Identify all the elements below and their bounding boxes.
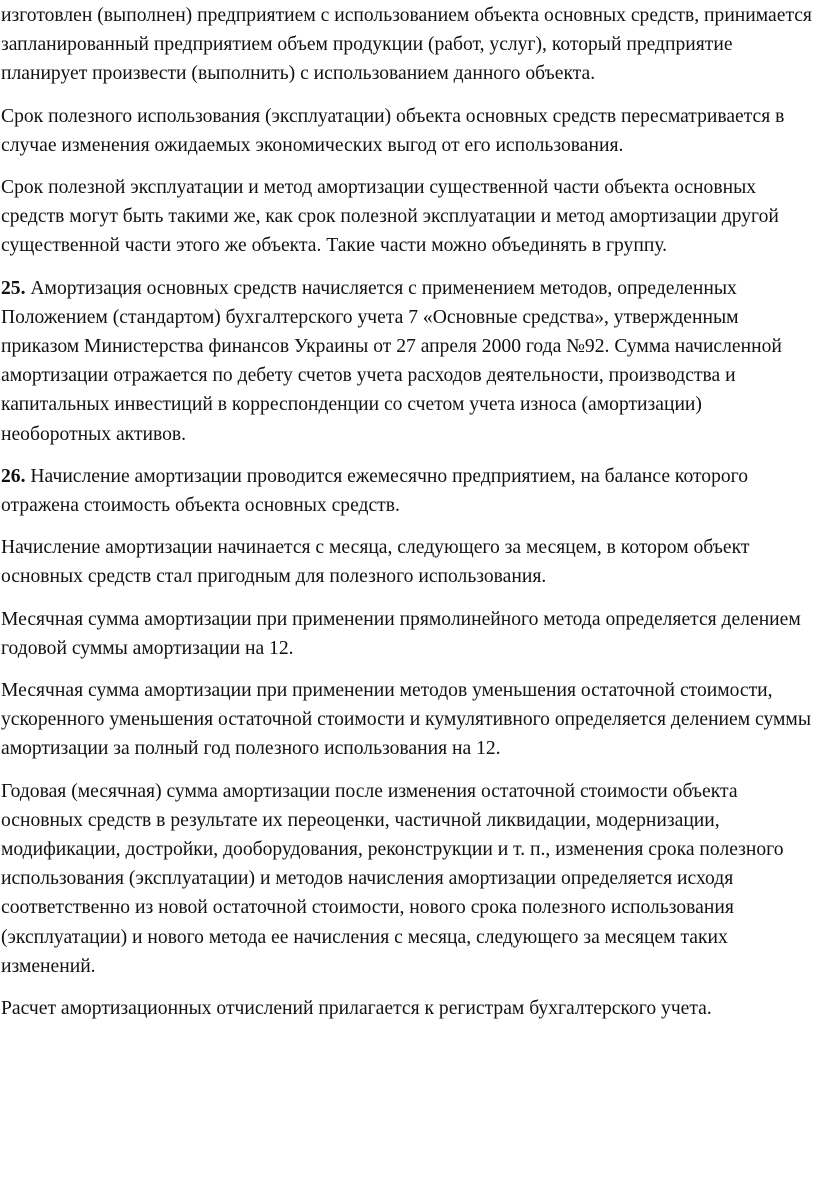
paragraph-useful-life-review [1,102,812,160]
paragraph-text: Срок полезной эксплуатации и метод амортизации существенной части объекта основных средств могут быть такими же, как срок полезной эксплуатации и метод амортизации другой существенной части этого же объекта. Такие части можно объединять в группу. [1,177,779,257]
paragraph-text: Месячная сумма амортизации при применении методов уменьшения остаточной стоимости, ускоренного уменьшения остаточной стоимости и кумулятивного определяется делением суммы амортизации за полный год полезного использования на 12. [1,680,811,760]
paragraph-text: изготовлен (выполнен) предприятием с использованием объекта основных средств, принимается запланированный предприятием объем продукции (работ, услуг), который предприятие планирует произвести (выполнить) с использованием данного объекта. [1,5,812,85]
paragraph-continuation [1,1,812,89]
item-number: 25. [1,277,26,299]
paragraph-text: Расчет амортизационных отчислений прилагается к регистрам бухгалтерского учета. [1,998,712,1020]
paragraph-text: Начисление амортизации начинается с месяца, следующего за месяцем, в котором объект основных средств стал пригодным для полезного использования. [1,537,750,588]
paragraph-item-26 [1,462,812,520]
paragraph-text: Амортизация основных средств начисляется с применением методов, определенных Положением (стандартом) бухгалтерского учета 7 «Основные средства», утвержденным приказом Министерства финансов Украины от 27 апреля 2000 года №92. Сумма начисленной амортизации отражается по дебету счетов учета расходов деятельности, производства и капитальных инвестиций в корреспонденции со счетом учета износа (амортизации) необоротных активов. [1,277,782,445]
paragraph-text: Начисление амортизации проводится ежемесячно предприятием, на балансе которого отражена стоимость объекта основных средств. [1,465,749,517]
paragraph-straight-line [1,605,812,663]
paragraph-text: Срок полезного использования (эксплуатации) объекта основных средств пересматривается в случае изменения ожидаемых экономических выгод от его использования. [1,105,785,156]
paragraph-reducing-balance [1,676,812,764]
paragraph-component-grouping [1,173,812,261]
paragraph-calculation-attached [1,994,812,1023]
paragraph-text: Годовая (месячная) сумма амортизации после изменения остаточной стоимости объекта основных средств в результате их переоценки, частичной ликвидации, модернизации, модификации, достройки, дооборудования, реконструкции и т. п., изменения срока полезного использования (эксплуатации) и методов начисления амортизации определяется исходя соответственно из новой остаточной стоимости, нового срока полезного использования (эксплуатации) и нового метода ее начисления с месяца, следующего за месяцем таких изменений. [1,780,784,977]
paragraph-text: Месячная сумма амортизации при применении прямолинейного метода определяется делением годовой суммы амортизации на 12. [1,608,801,659]
paragraph-depreciation-start [1,533,812,591]
paragraph-revaluation [1,777,812,981]
paragraph-item-25 [1,274,812,449]
item-number: 26. [1,465,26,487]
